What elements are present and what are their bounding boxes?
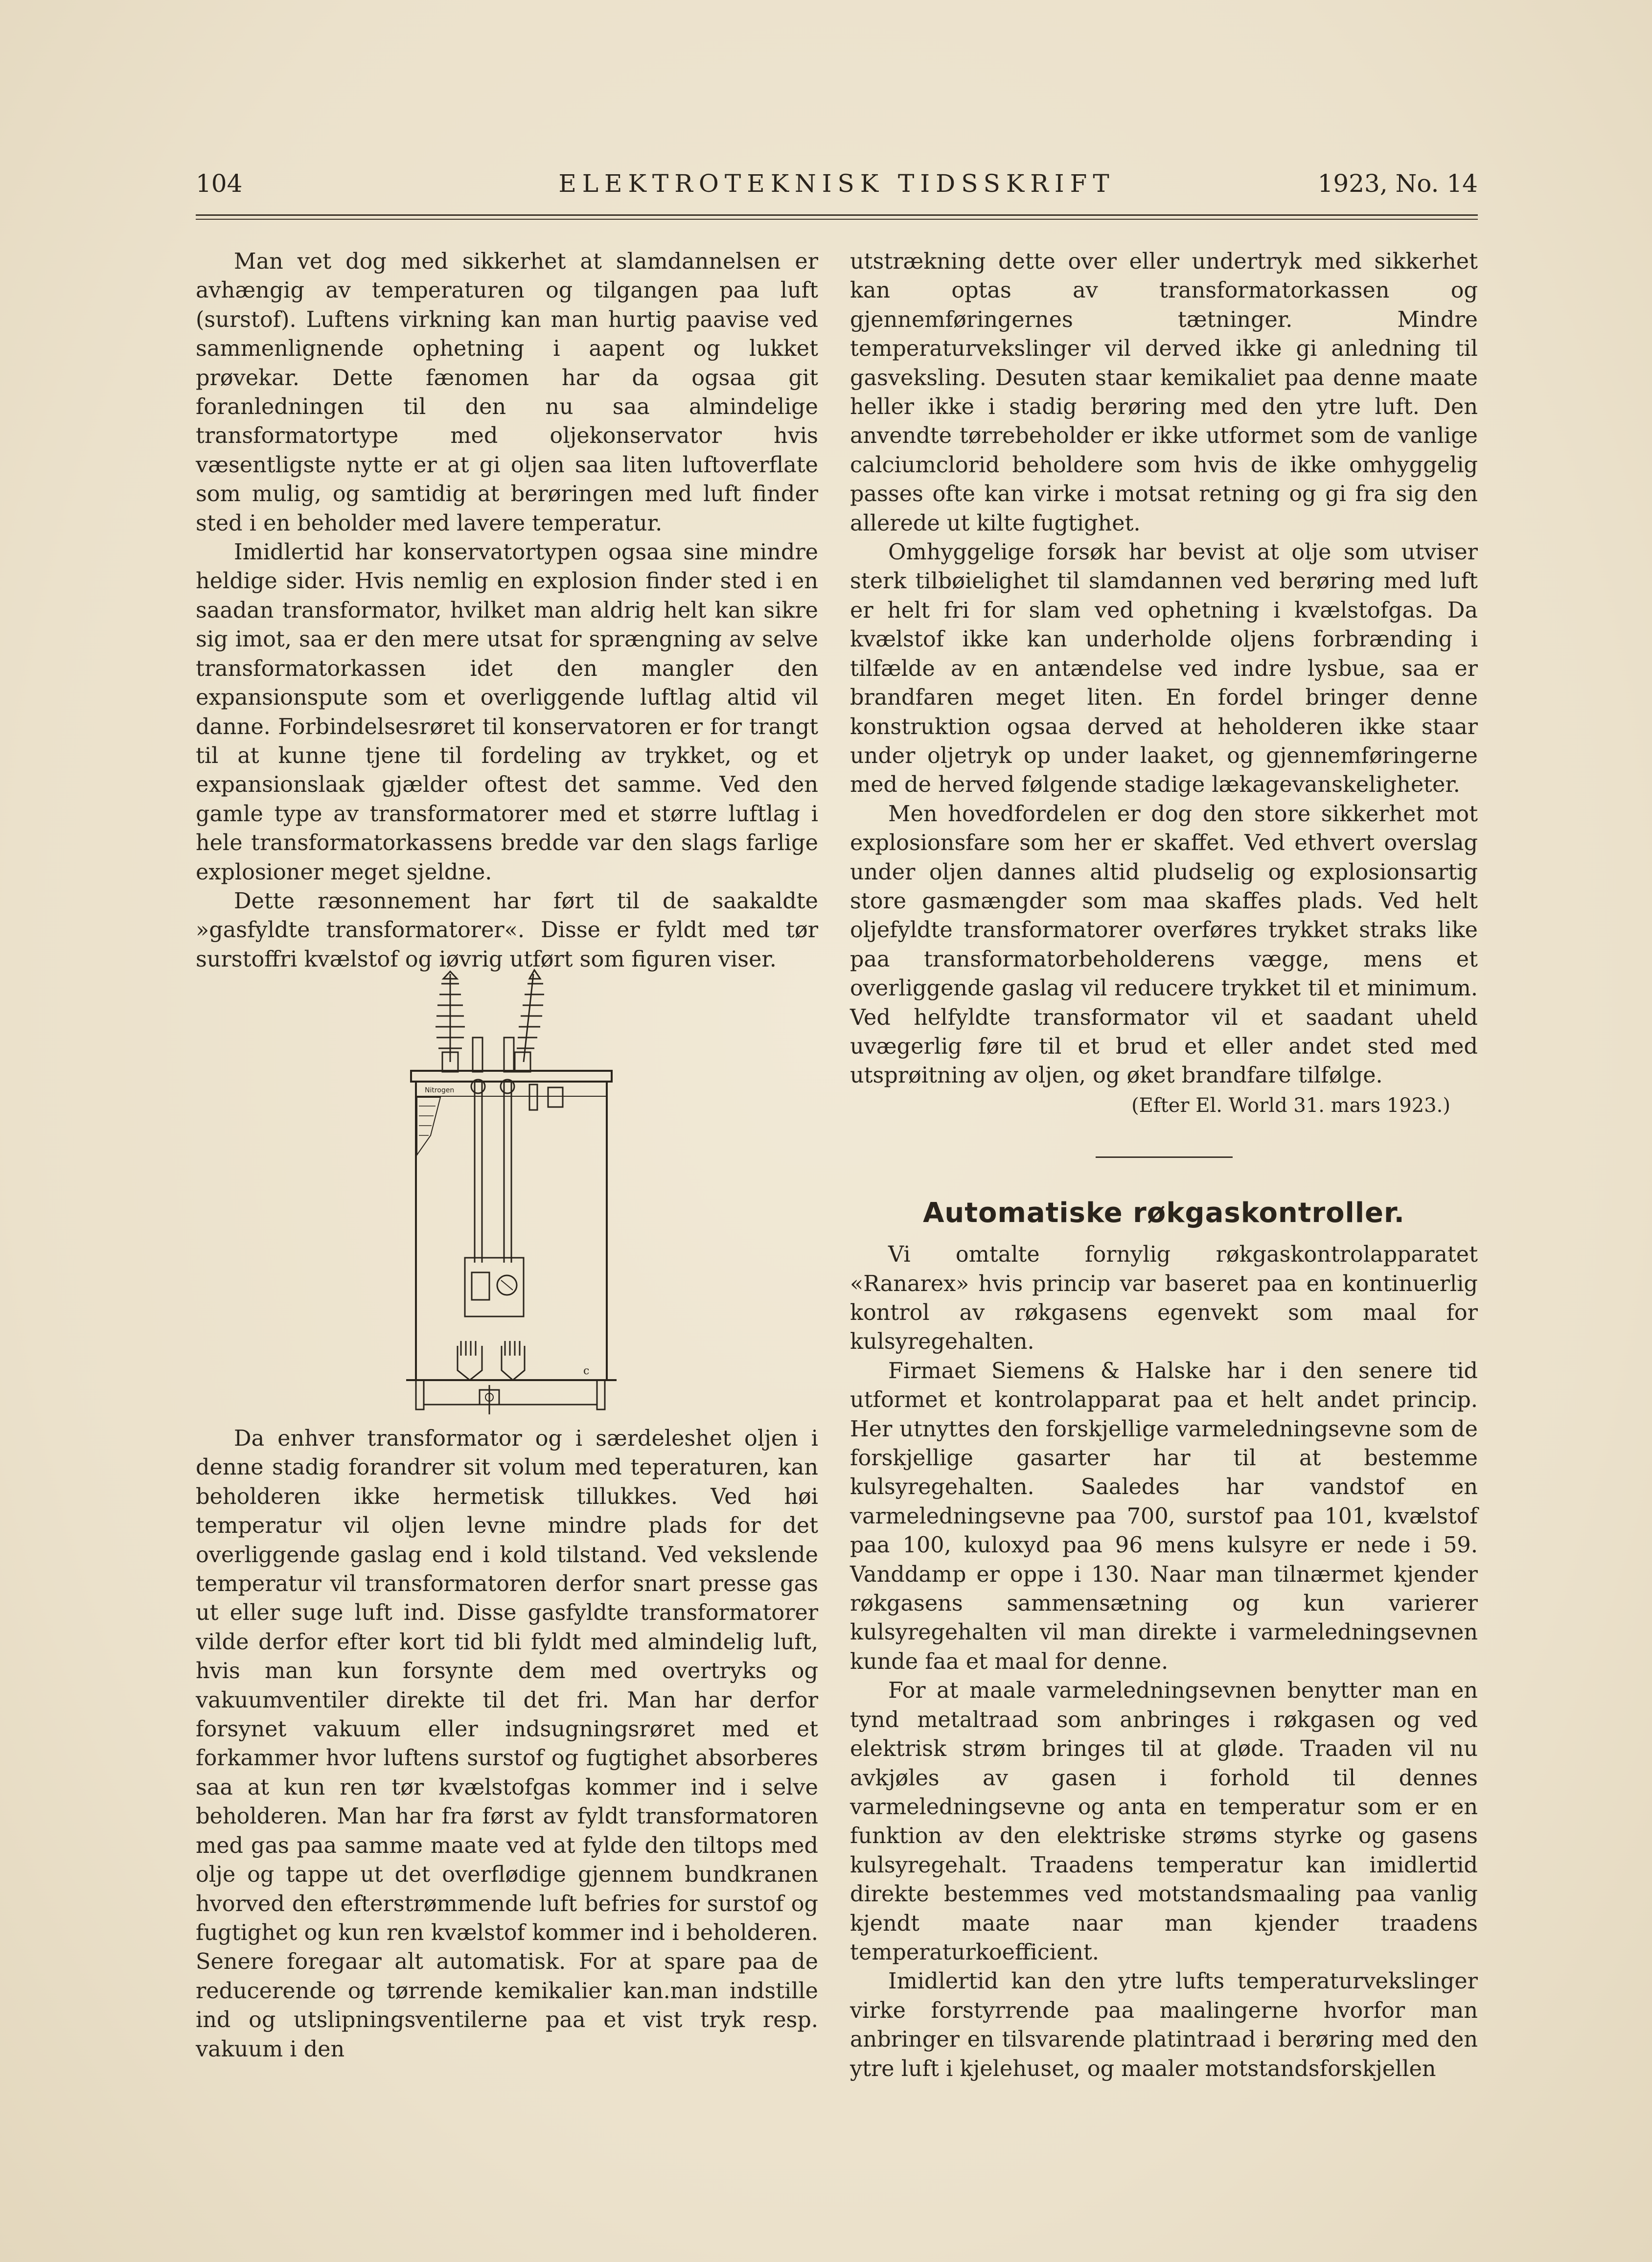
- paragraph: utstrækning dette over eller undertryk med sikkerhet kan optas av transformatorkassen og gjennemføringernes tætninger. Mindre temperaturvekslinger vil derved ikke gi anledning til gasveksling. Desuten staar kemikaliet paa denne maate heller ikke i stadig berøring med den ytre luft. Den anvendte tørrebeholder er ikke utformet som de vanlige calciumclorid beholdere som hvis de ikke omhyggelig passes ofte kan virke i motsat retning og gi fra sig den allerede ut kilte fugtighet.: [850, 249, 1478, 536]
- paragraph: Firmaet Siemens & Halske har i den senere tid utformet et kontrolapparat paa et helt andet princip. Her utnyttes den forskjellige varmeledningsevne som de forskjellige gasarter har til at bestemme kulsyregehalten. Saaledes har vandstof en varmeledningsevne paa 700, surstof paa 101, kvælstof paa 100, kuloxyd paa 96 mens kulsyre er nede i 59. Vanddamp er oppe i 130. Naar man tilnærmet kjender røkgasens sammensætning og kun varierer kulsyregehalten vil man direkte i varmeledningsevnen kunde faa et maal for denne.: [850, 1358, 1478, 1674]
- header-rule-top: [196, 214, 1478, 216]
- article-heading: Automatiske røkgaskontroller.: [923, 1197, 1405, 1229]
- svg-text:c: c: [583, 1365, 590, 1377]
- paragraph: Dette ræsonnement har ført til de saakaldte »gasfyldte transformatorer«. Disse er fyldt med tør surstoffri kvælstof og iøvrig utført som figuren viser.: [196, 888, 818, 972]
- paragraph: Da enhver transformator og i særdeleshet oljen i denne stadig forandrer sit volum med teperaturen, kan beholderen ikke hermetisk tillukkes. Ved høi temperatur vil oljen levne mindre plads for det overliggende gaslag end i kold tilstand. Ved vekslende temperatur vil transformatoren derfor snart presse gas ut eller suge luft ind. Disse gasfyldte transformatorer vilde derfor efter kort tid bli fyldt med almindelig luft, hvis man kun forsynte dem med overtryks og vakuumventiler direkte til det fri. Man har derfor forsynet vakuum eller indsugningsrøret med et forkammer hvor luftens surstof og fugtighet absorberes saa at kun ren tør kvælstofgas kommer ind i selve beholderen. Man har fra først av fyldt transformatoren med gas paa samme maate ved at fylde den tiltops med olje og tappe ut det overflødige gjennem bundkranen hvorved den efterstrømmende luft befries for surstof og fugtighet og kun ren kvælstof kommer ind i beholderen. Senere foregaar alt automatisk. For at spare paa de reducerende og tørrende kemikalier kan.man indstille ind og utslipningsventilerne paa et vist tryk resp. vakuum i den: [196, 1426, 818, 2062]
- left-bushing: [436, 971, 465, 1072]
- left-column: [196, 247, 818, 974]
- right-bushing: [515, 970, 544, 1072]
- page-header: [196, 164, 1478, 203]
- paragraph: Men hovedfordelen er dog den store sikkerhet mot explosionsfare som her er skaffet. Ved ethvert overslag under oljen dannes altid pludselig og explosionsartig store gasmængder som maa skaffes plads. Ved helt oljefyldte transformatorer overføres trykket straks like paa transformatorbeholderens vægge, mens et overliggende gaslag vil reducere trykket til et minimum. Ved helfyldte transformator vil et saadant uheld uvægerlig føre til et brud et eller andet sted med utsprøitning av oljen, og øket brandfare tilfølge.: [850, 801, 1478, 1088]
- source-citation: (Efter El. World 31. mars 1923.): [1131, 1094, 1450, 1117]
- paragraph: Vi omtalte fornylig røkgaskontrolapparatet «Ranarex» hvis princip var baseret paa en kontinuerlig kontrol av røkgasens egenvekt som maal for kulsyregehalten.: [850, 1242, 1478, 1355]
- right-column: [850, 247, 1478, 2083]
- issue-number: 1923, No. 14: [1317, 169, 1478, 198]
- paragraph: Omhyggelige forsøk har bevist at olje som utviser sterk tilbøielighet til slamdannen ved berøring med luft er helt fri for slam ved ophetning i kvælstofgas. Da kvælstof ikke kan underholde oljens forbrænding i tilfælde av en antændelse ved indre lysbue, saa er brandfaren meget liten. En fordel bringer denne konstruktion ogsaa derved at heholderen ikke staar under oljetryk op under laaket, og gjennemføringerne med de herved følgende stadige lækagevanskeligheter.: [850, 540, 1478, 798]
- transformer-figure: [401, 964, 621, 1414]
- paragraph: Man vet dog med sikkerhet at slamdannelsen er avhængig av temperaturen og tilgangen paa luft (surstof). Luftens virkning kan man hurtig paavise ved sammenlignende ophetning i aapent og lukket prøvekar. Dette fænomen har da ogsaa git foranledningen til den nu saa almindelige transformatortype med oljekonservator hvis væsentligste nytte er at gi oljen saa liten luftoverflate som mulig, og samtidig at berøringen med luft finder sted i en beholder med lavere temperatur.: [196, 249, 818, 536]
- drying-chambers: [458, 1341, 525, 1380]
- paragraph: Imidlertid har konservatortypen ogsaa sine mindre heldige sider. Hvis nemlig en explosion finder sted i en saadan transformator, hvilket man aldrig helt kan sikre sig imot, saa er den mere utsat for sprængning av selve transformatorkassen idet den mangler den expansionspute som et overliggende luftlag altid vil danne. Forbindelsesrøret til konservatoren er for trangt til at kunne tjene til fordeling av trykket, og et expansionslaak gjælder oftest det samme. Ved den gamle type av transformatorer med et større luftlag i hele transformatorkassens bredde var den slags farlige explosioner meget sjeldne.: [196, 540, 818, 885]
- figure-label: Nitrogen: [425, 1086, 455, 1094]
- paragraph: Imidlertid kan den ytre lufts temperaturvekslinger virke forstyrrende paa maalingerne hvorfor man anbringer en tilsvarende platintraad i berøring med den ytre luft i kjelehuset, og maaler motstandsforskjellen: [850, 1969, 1478, 2081]
- header-rule-bottom: [196, 219, 1478, 220]
- left-column-lower: [196, 1424, 818, 2064]
- gas-filled-transformer-diagram-icon: [401, 964, 621, 1414]
- paragraph: For at maale varmeledningsevnen benytter man en tynd metaltraad som anbringes i røkgasen og ved elektrisk strøm bringes til at gløde. Traaden vil nu avkjøles av gasen i forhold til dennes varmeledningsevne og anta en temperatur som er en funktion av den elektriske strøms styrke og gasens kulsyregehalt. Traadens temperatur kan imidlertid direkte bestemmes ved motstandsmaaling paa vanlig kjendt maate naar man kjender traadens temperaturkoefficient.: [850, 1678, 1478, 1965]
- section-divider: [1096, 1156, 1233, 1158]
- page-number: 104: [196, 169, 243, 198]
- journal-title: ELEKTROTEKNISK TIDSSKRIFT: [558, 169, 1115, 198]
